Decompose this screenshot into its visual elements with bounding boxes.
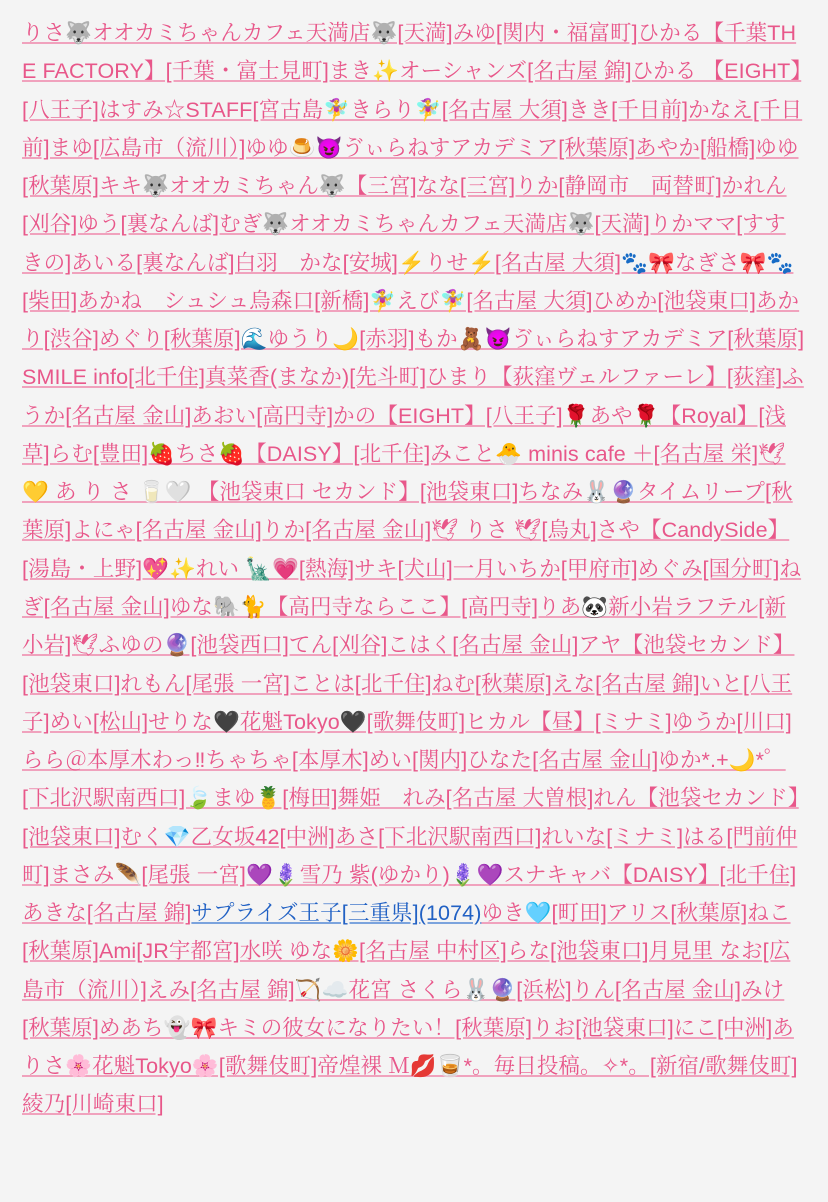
highlight-link[interactable]: サプライズ王子[三重県](1074) <box>191 901 482 926</box>
body-text-part-1[interactable]: りさ🐺オオカミちゃんカフェ天満店🐺[天満]みゆ[関内・福富町]ひかる【千葉THE FACTORY】[千葉・富士見町]まき✨オーシャンズ[名古屋 錦]ひかる 【EIGHT】[八王子]はすみ☆STAFF[宮古島🧚‍♀️きらり🧚‍♀️[名古屋 大須]きき[千日前]かなえ[千日前]まゆ[広島市（流川）]ゆゆ🍮😈ゔぃらねすアカデミア[秋葉原]あやか[船橋]ゆゆ[秋葉原]キキ🐺オオカミちゃん🐺【三宮]なな[三宮]りか[静岡市 両替町]かれん[刈谷]ゆう[裏なんば]むぎ🐺オオカミちゃんカフェ天満店🐺[天満]りかママ[すすきの]あいる[裏なんば]白羽 かな[安城]⚡りせ⚡[名古屋 大須]🐾🎀なぎさ🎀🐾[柴田]あかね シュシュ烏森口[新橋]🧚‍♀️えび🧚‍♀️[名古屋 大須]ひめか[池袋東口]あかり[渋谷]めぐり[秋葉原]🌊ゆうり🌙[赤羽]もか🧸😈ゔぃらねすアカデミア[秋葉原]SMILE info[北千住]真菜香(まなか)[先斗町]ひまり【荻窪ヴェルファーレ】[荻窪]ふうか[名古屋 金山]あおい[高円寺]かの【EIGHT】[八王子]🌹あや🌹【Royal】[浅草]らむ[豊田]🍓ちさ🍓【DAISY】[北千住]みこと🐣 minis cafe ＋[名古屋 栄]🕊💛 あ り さ 🥛🤍 【池袋東口 セカンド】[池袋東口]ちなみ🐰🔮タイムリープ[秋葉原]よにゃ[名古屋 金山]りか[名古屋 金山]🕊 りさ 🕊[烏丸]さや【CandySide】[湯島・上野]💖✨れい 🗽💗[熱海]サキ[犬山]一月いちか[甲府市]めぐみ[国分町]ねぎ[名古屋 金山]ゆな🐘🐈【高円寺ならここ】[高円寺]りあ🐼新小岩ラフテル[新小岩]🕊ふゆの🔮[池袋西口]てん[刈谷]こはく[名古屋 金山]アヤ【池袋セカンド】[池袋東口]れもん[尾張 一宮]ことは[北千住]ねむ[秋葉原]えな[名古屋 錦]いと[八王子]めい[松山]せりな🖤花魁Tokyo🖤[歌舞伎町]ヒカル【昼】[ミナミ]ゆうか[川口]らら＠本厚木わっ‼ちゃちゃ[本厚木]めい[関内]ひなた[名古屋 金山]ゆか*.+🌙*゜[下北沢駅南西口]🍃まゆ🍍[梅田]舞姫 れみ[名古屋 大曽根]れん【池袋セカンド】[池袋東口]むく💎乙女坂42[中洲]あさ[下北沢駅南西口]れいな[ミナミ]はる[門前仲町]まさみ🪶[尾張 一宮]💜🪻雪乃 紫(ゆかり)🪻💜スナキャバ【DAISY】[北千住]あきな[名古屋 錦] <box>22 21 805 926</box>
link-text-blob[interactable] <box>22 14 806 1124</box>
body-text-part-2[interactable]: ゆき🩵[町田]アリス[秋葉原]ねこ[秋葉原]Ami[JR宇都宮]水咲 ゆな🌼[名古屋 中村区]らな[池袋東口]月見里 なお[広島市（流川）]えみ[名古屋 錦]🏹☁️花宮 さくら🐰🔮[浜松]りん[名古屋 金山]みけ[秋葉原]めあち👻🎀キミの彼女になりたい！[秋葉原]りお[池袋東口]にこ[中洲]ありさ🌸花魁Tokyo🌸[歌舞伎町]帝煌裸 Ｍ💋🥃*。毎日投稿。✧*。[新宿/歌舞伎町]綾乃[川崎東口] <box>22 901 798 1117</box>
